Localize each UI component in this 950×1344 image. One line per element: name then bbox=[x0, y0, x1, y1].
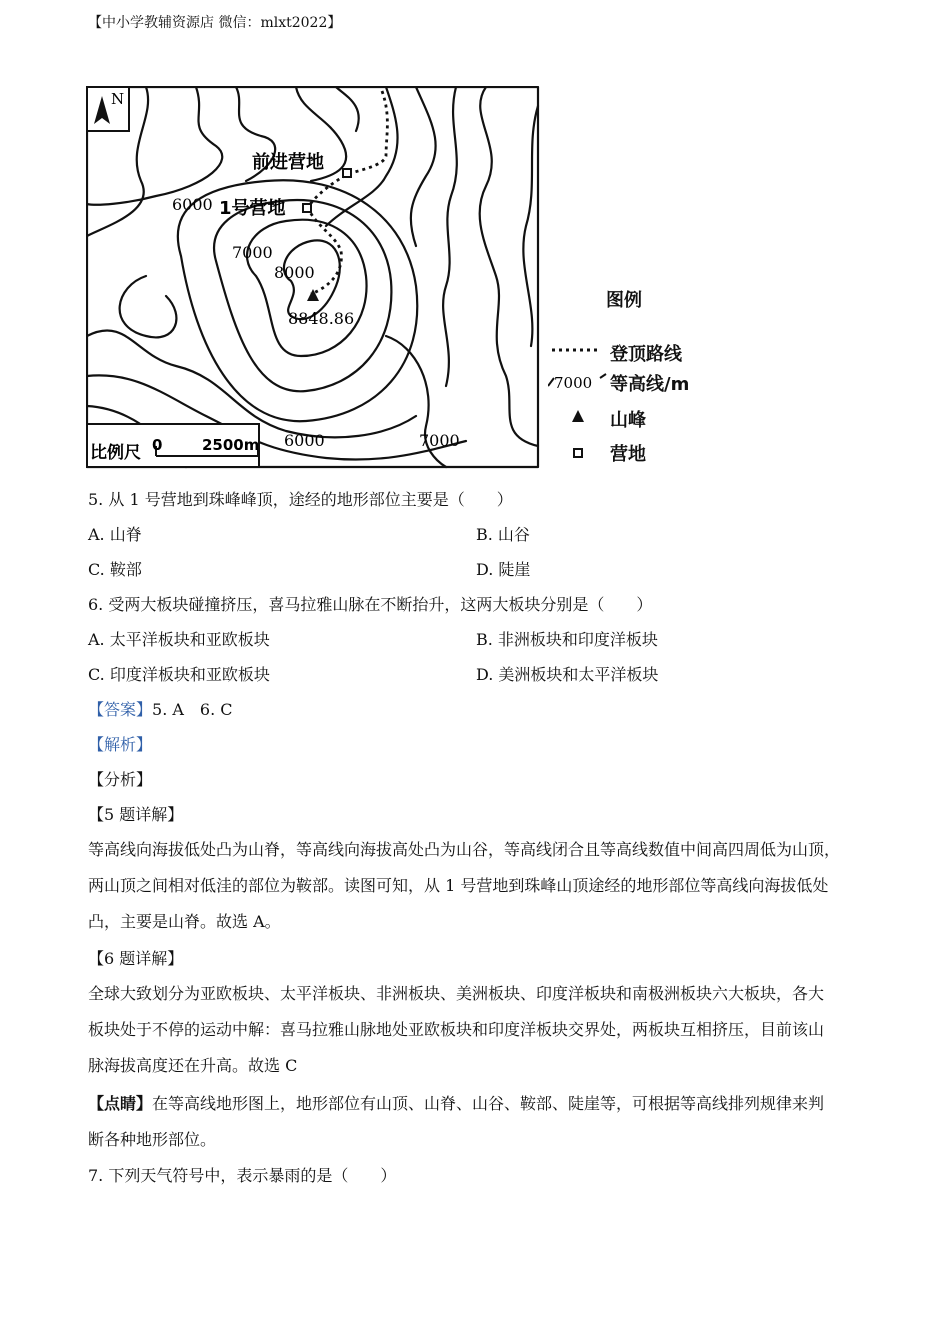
answer-tag: 【答案】 bbox=[88, 700, 153, 719]
north-label: N bbox=[111, 90, 125, 108]
scale-zero: 0 bbox=[152, 436, 163, 454]
d5-tag: 【5 题详解】 bbox=[88, 805, 184, 824]
analysis-tag: 【解析】 bbox=[88, 735, 153, 754]
scale-distance: 2500m bbox=[202, 436, 260, 454]
legend-title: 图例 bbox=[606, 290, 642, 311]
q5-option-d: D. 陡崖 bbox=[476, 560, 531, 579]
dianjing-line-1: 在等高线地形图上，地形部位有山顶、山脊、山谷、鞍部、陡崖等，可根据等高线排列规律来判 bbox=[152, 1094, 825, 1113]
contour-label-6000-bottom: 6000 bbox=[284, 431, 325, 450]
page-header: 【中小学教辅资源店 微信：mlxt2022】 bbox=[88, 15, 342, 31]
d6-paragraph bbox=[88, 976, 878, 1084]
d6-line-2: 板块处于不停的运动中解：喜马拉雅山脉地处亚欧板块和印度洋板块交界处，两板块互相挤压，目前该山 bbox=[88, 1020, 825, 1039]
d6-tag: 【6 题详解】 bbox=[88, 949, 184, 968]
d5-paragraph bbox=[88, 832, 878, 940]
d5-line-3: 凸，主要是山脊。故选 A。 bbox=[88, 912, 281, 931]
dianjing-paragraph bbox=[88, 1086, 878, 1158]
fenxi-tag: 【分析】 bbox=[88, 770, 153, 789]
legend-peak: 山峰 bbox=[610, 410, 646, 431]
legend-route: 登顶路线 bbox=[610, 344, 682, 365]
q5-option-c: C. 鞍部 bbox=[88, 560, 142, 579]
legend-camp: 营地 bbox=[610, 444, 646, 465]
d6-line-1: 全球大致划分为亚欧板块、太平洋板块、非洲板块、美洲板块、印度洋板块和南极洲板块六大板块，各大 bbox=[88, 984, 825, 1003]
map-legend bbox=[548, 282, 728, 472]
contour-label-6000: 6000 bbox=[172, 195, 213, 214]
q7-stem: 7. 下列天气符号中，表示暴雨的是（ ） bbox=[88, 1166, 397, 1185]
legend-contour-sample: 7000 bbox=[554, 374, 593, 392]
contour-label-7000-bottom: 7000 bbox=[419, 431, 460, 450]
contour-label-7000: 7000 bbox=[232, 243, 273, 262]
legend-camp-icon bbox=[574, 449, 582, 457]
q6-stem: 6. 受两大板块碰撞挤压，喜马拉雅山脉在不断抬升，这两大板块分别是（ ） bbox=[88, 595, 653, 614]
q6-option-b: B. 非洲板块和印度洋板块 bbox=[476, 630, 658, 649]
d5-line-2: 两山顶之间相对低洼的部位为鞍部。读图可知，从 1 号营地到珠峰山顶途经的地形部位等高线向海拔低处 bbox=[88, 876, 829, 895]
d6-line-3: 脉海拔高度还在升高。故选 C bbox=[88, 1056, 298, 1075]
dianjing-tag: 【点睛】 bbox=[88, 1094, 153, 1113]
camp1-marker bbox=[303, 204, 311, 212]
camp1-label: 1号营地 bbox=[219, 198, 286, 219]
dianjing-line-2: 断各种地形部位。 bbox=[88, 1130, 217, 1149]
forward-camp-marker bbox=[343, 169, 351, 177]
contour-label-8000: 8000 bbox=[274, 263, 315, 282]
q6-option-d: D. 美洲板块和太平洋板块 bbox=[476, 665, 659, 684]
d5-line-1: 等高线向海拔低处凸为山脊，等高线向海拔高处凸为山谷，等高线闭合且等高线数值中间高四周低为山顶， bbox=[88, 840, 841, 859]
q5-option-b: B. 山谷 bbox=[476, 525, 530, 544]
legend-peak-icon bbox=[572, 410, 584, 422]
contour-map bbox=[86, 86, 540, 474]
answer-text: 5. A 6. C bbox=[152, 700, 233, 719]
scale-label: 比例尺 bbox=[90, 443, 141, 463]
q6-option-a: A. 太平洋板块和亚欧板块 bbox=[88, 630, 270, 649]
legend-contour: 等高线/m bbox=[610, 374, 690, 395]
q5-option-a: A. 山脊 bbox=[88, 525, 142, 544]
answer-line bbox=[88, 700, 233, 720]
q5-stem: 5. 从 1 号营地到珠峰峰顶，途经的地形部位主要是（ ） bbox=[88, 490, 513, 509]
forward-camp-label: 前进营地 bbox=[252, 152, 324, 173]
summit-elevation: 8848.86 bbox=[288, 309, 355, 328]
q6-option-c: C. 印度洋板块和亚欧板块 bbox=[88, 665, 270, 684]
